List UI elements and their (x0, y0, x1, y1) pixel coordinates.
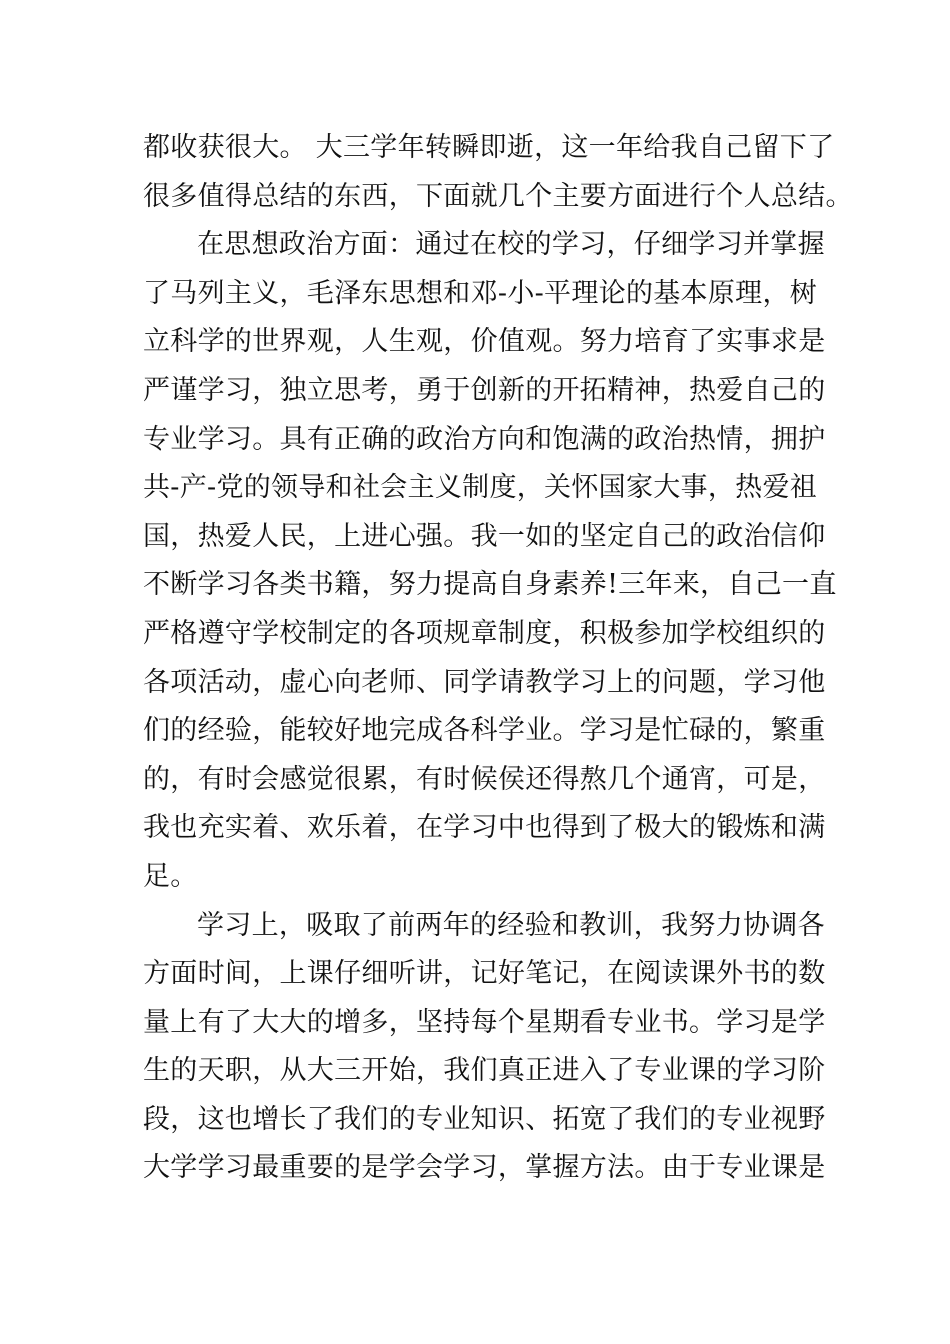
body-text (143, 124, 853, 1193)
text-line: 共-产-党的领导和社会主义制度，关怀国家大事，热爱祖 (143, 472, 818, 504)
text-line: 我也充实着、欢乐着，在学习中也得到了极大的锻炼和满 (143, 812, 826, 844)
text-line: 国，热爱人民，上进心强。我一如的坚定自己的政治信仰 (143, 520, 826, 552)
text-line: 不断学习各类书籍，努力提高自身素养!三年来，自己一直 (143, 569, 837, 601)
text-line: 的，有时会感觉很累，有时候侯还得熬几个通宵，可是， (143, 763, 826, 795)
text-line: 都收获很大。 大三学年转瞬即逝，这一年给我自己留下了 (143, 132, 835, 163)
text-line: 了马列主义，毛泽东思想和邓-小-平理论的基本原理，树 (143, 277, 818, 309)
paragraph-start-line: 在思想政治方面：通过在校的学习，仔细学习并掌握 (197, 229, 825, 261)
paragraph-start-line: 学习上，吸取了前两年的经验和教训，我努力协调各 (197, 909, 825, 941)
text-line: 各项活动，虚心向老师、同学请教学习上的问题，学习他 (143, 666, 826, 698)
text-line: 生的天职，从大三开始，我们真正进入了专业课的学习阶 (143, 1055, 826, 1087)
text-line: 足。 (143, 860, 198, 892)
text-line: 立科学的世界观，人生观，价值观。努力培育了实事求是 (143, 326, 826, 358)
text-line: 严格遵守学校制定的各项规章制度，积极参加学校组织的 (143, 617, 826, 649)
text-line: 量上有了大大的增多，坚持每个星期看专业书。学习是学 (143, 1006, 826, 1038)
text-line: 们的经验，能较好地完成各科学业。学习是忙碌的，繁重 (143, 715, 826, 747)
text-line: 方面时间，上课仔细听讲，记好笔记，在阅读课外书的数 (143, 958, 826, 990)
text-line: 很多值得总结的东西，下面就几个主要方面进行个人总结。 (143, 180, 853, 212)
text-line: 严谨学习，独立思考，勇于创新的开拓精神，热爱自己的 (143, 374, 826, 406)
text-line: 专业学习。具有正确的政治方向和饱满的政治热情，拥护 (143, 423, 826, 455)
text-line: 段，这也增长了我们的专业知识、拓宽了我们的专业视野 (143, 1103, 826, 1135)
text-line: 大学学习最重要的是学会学习，掌握方法。由于专业课是 (143, 1152, 826, 1184)
